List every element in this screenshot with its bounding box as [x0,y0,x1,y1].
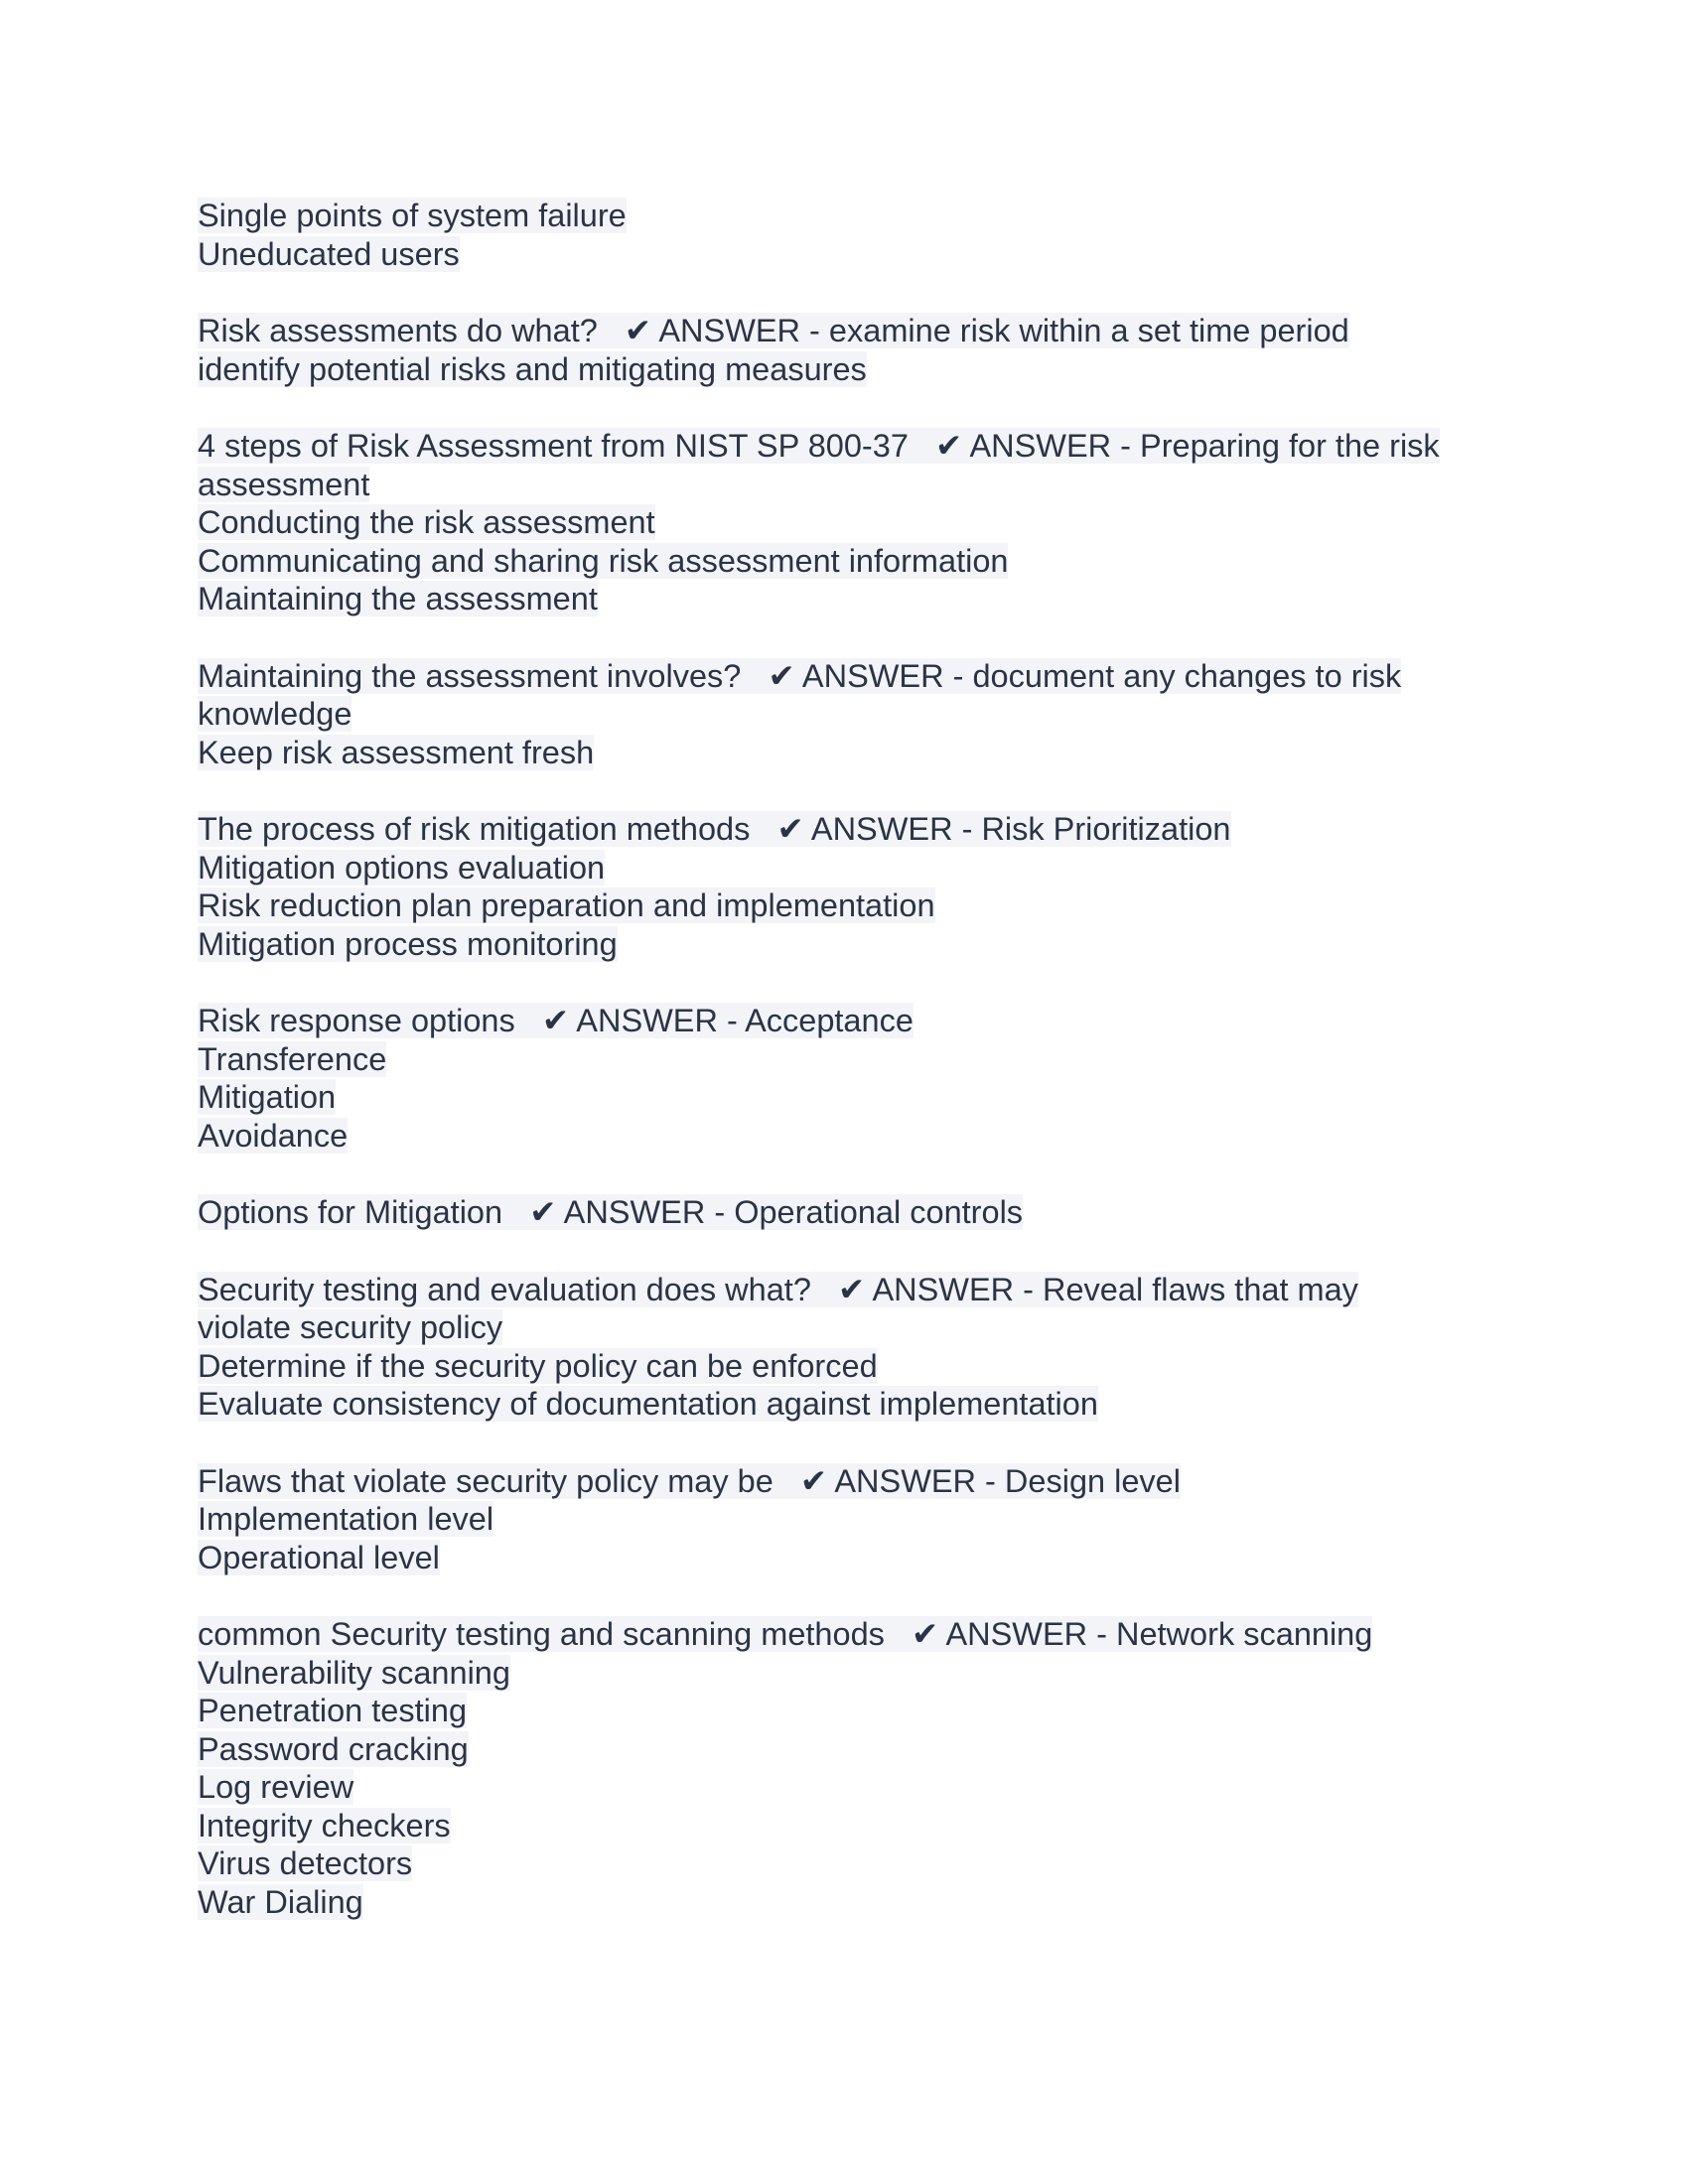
question-text: Flaws that violate security policy may be [198,1462,774,1499]
answer-line: Mitigation process monitoring [198,925,618,962]
answer-line: Vulnerability scanning [198,1654,510,1691]
block-spacer [198,273,1488,312]
answer-line: Avoidance [198,1117,349,1154]
block-spacer [198,771,1488,810]
answer-line: identify potential risks and mitigating measures [198,350,867,387]
answer-marker: ✔ ANSWER [768,657,944,694]
answer-text: Operational controls [734,1194,1024,1230]
answer-line: Communicating and sharing risk assessment information [198,542,1009,579]
question-text: The process of risk mitigation methods [198,811,751,847]
document-content [198,197,1488,1921]
question-line: Risk assessments do what? ✔ ANSWER - examine risk within a set time period [198,313,1349,348]
answer-line: Integrity checkers [198,1807,451,1843]
answer-line: Risk reduction plan preparation and implementation [198,887,935,923]
block-spacer [198,388,1488,427]
answer-marker: ✔ ANSWER [529,1194,706,1230]
answer-text: Design level [1004,1462,1181,1499]
qa-block [198,1271,1488,1424]
answer-text: examine risk within a set time period [828,313,1349,348]
answer-line: Evaluate consistency of documentation against implementation [198,1386,1098,1422]
answer-line: Determine if the security policy can be enforced [198,1347,878,1384]
question-text: Maintaining the assessment involves? [198,657,742,694]
answer-line: Password cracking [198,1730,469,1767]
question-text: common Security testing and scanning methods [198,1616,885,1652]
answer-line: Transference [198,1040,387,1077]
question-text: 4 steps of Risk Assessment from NIST SP 800-37 [198,428,909,464]
block-spacer [198,1232,1488,1271]
block-spacer [198,618,1488,657]
answer-marker: ✔ ANSWER [838,1271,1015,1307]
intro-line: Uneducated users [198,235,460,272]
question-line: Risk response options ✔ ANSWER - Acceptance [198,1003,914,1038]
answer-marker: ✔ ANSWER [912,1616,1088,1652]
answer-line: Operational level [198,1539,440,1575]
answer-marker: ✔ ANSWER [776,811,953,847]
block-spacer [198,1155,1488,1193]
qa-block [198,427,1488,618]
qa-block [198,810,1488,963]
answer-text: Reveal flaws that may [1043,1271,1358,1307]
question-line: Flaws that violate security policy may be ✔ ANSWER - Design level [198,1462,1181,1499]
question-text: Options for Mitigation [198,1194,503,1230]
answer-line: Virus detectors [198,1845,413,1881]
answer-text: Risk Prioritization [981,811,1231,847]
question-line: Maintaining the assessment involves? ✔ ANSWER - document any changes to risk [198,657,1402,694]
block-spacer [198,1424,1488,1462]
answer-line: Maintaining the assessment [198,581,598,616]
intro-line: Single points of system failure [198,198,627,233]
answer-line: Conducting the risk assessment [198,504,655,540]
qa-block [198,1615,1488,1921]
question-line: Options for Mitigation ✔ ANSWER - Operational controls [198,1194,1024,1230]
answer-line: Log review [198,1769,354,1805]
question-line: 4 steps of Risk Assessment from NIST SP 800-37 ✔ ANSWER - Preparing for the risk [198,428,1440,464]
block-spacer [198,1576,1488,1615]
answer-line: knowledge [198,696,352,732]
question-text: Risk response options [198,1003,515,1038]
question-line: common Security testing and scanning methods ✔ ANSWER - Network scanning [198,1616,1373,1652]
answer-line: Implementation level [198,1501,494,1537]
answer-line: assessment [198,466,370,502]
qa-block [198,1462,1488,1577]
qa-block [198,1002,1488,1155]
answer-text: Acceptance [745,1003,914,1038]
qa-block [198,312,1488,388]
answer-line: Penetration testing [198,1693,468,1728]
qa-block [198,657,1488,772]
answer-line: War Dialing [198,1883,363,1920]
answer-line: Mitigation [198,1079,337,1115]
block-spacer [198,963,1488,1002]
answer-marker: ✔ ANSWER [624,313,801,348]
answer-line: Mitigation options evaluation [198,849,606,886]
answer-marker: ✔ ANSWER [541,1003,718,1038]
answer-text: Preparing for the risk [1140,428,1440,464]
answer-marker: ✔ ANSWER [935,428,1112,464]
question-line: The process of risk mitigation methods ✔ ANSWER - Risk Prioritization [198,811,1231,847]
answer-text: Network scanning [1116,1616,1373,1652]
answer-line: Keep risk assessment fresh [198,734,595,770]
qa-block [198,1193,1488,1232]
answer-marker: ✔ ANSWER [799,1462,977,1499]
question-text: Risk assessments do what? [198,313,598,348]
question-line: Security testing and evaluation does what? ✔ ANSWER - Reveal flaws that may [198,1271,1358,1307]
question-text: Security testing and evaluation does what? [198,1271,811,1307]
answer-text: document any changes to risk [972,657,1402,694]
answer-line: violate security policy [198,1309,503,1345]
